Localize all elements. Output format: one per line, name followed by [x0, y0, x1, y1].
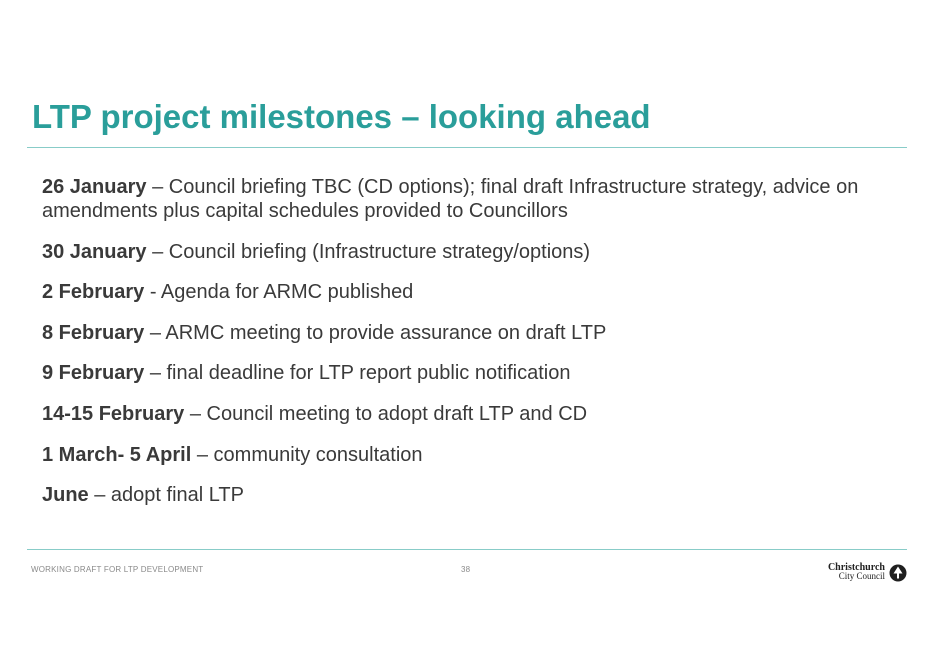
milestone-item — [42, 280, 912, 304]
milestone-item — [42, 175, 912, 223]
milestone-description: – final deadline for LTP report public notification — [144, 362, 571, 385]
milestone-date: 2 February — [42, 281, 145, 304]
page-number: 38 — [461, 565, 471, 574]
milestone-item — [42, 483, 912, 507]
milestone-date: June — [42, 484, 89, 507]
milestone-date: 8 February — [42, 321, 145, 344]
footer-divider — [27, 549, 907, 550]
council-logo — [829, 563, 909, 583]
logo-line-2: City Council — [838, 571, 885, 581]
milestone-item — [42, 240, 912, 264]
milestone-list — [42, 175, 912, 524]
milestone-description: - Agenda for ARMC published — [144, 281, 414, 304]
tree-icon — [889, 564, 907, 582]
logo-line-1: Christchurch — [827, 562, 885, 573]
milestone-item — [42, 321, 912, 345]
title-divider — [27, 147, 907, 148]
slide-title: LTP project milestones – looking ahead — [32, 98, 651, 135]
milestone-date: 14-15 February — [42, 402, 185, 425]
milestone-item — [42, 443, 912, 467]
milestone-date: 1 March- 5 April — [42, 443, 192, 466]
milestone-date: 30 January — [42, 240, 147, 263]
milestone-description: – Council briefing TBC (CD options); final draft Infrastructure strategy, advice on amendments plus capital schedules provided to Councillors — [42, 176, 859, 222]
milestone-description: – Council meeting to adopt draft LTP and CD — [184, 402, 588, 425]
milestone-description: – community consultation — [191, 443, 423, 466]
logo-wordmark — [828, 563, 885, 581]
milestone-date: 26 January — [42, 176, 147, 198]
milestone-item — [42, 361, 912, 385]
milestone-description: – Council briefing (Infrastructure strategy/options) — [146, 240, 591, 263]
milestone-description: – adopt final LTP — [88, 484, 244, 507]
milestone-description: – ARMC meeting to provide assurance on draft LTP — [144, 321, 607, 344]
footer-draft-notice: WORKING DRAFT FOR LTP DEVELOPMENT — [31, 565, 204, 574]
milestone-date: 9 February — [42, 362, 145, 385]
milestone-item — [42, 402, 912, 426]
